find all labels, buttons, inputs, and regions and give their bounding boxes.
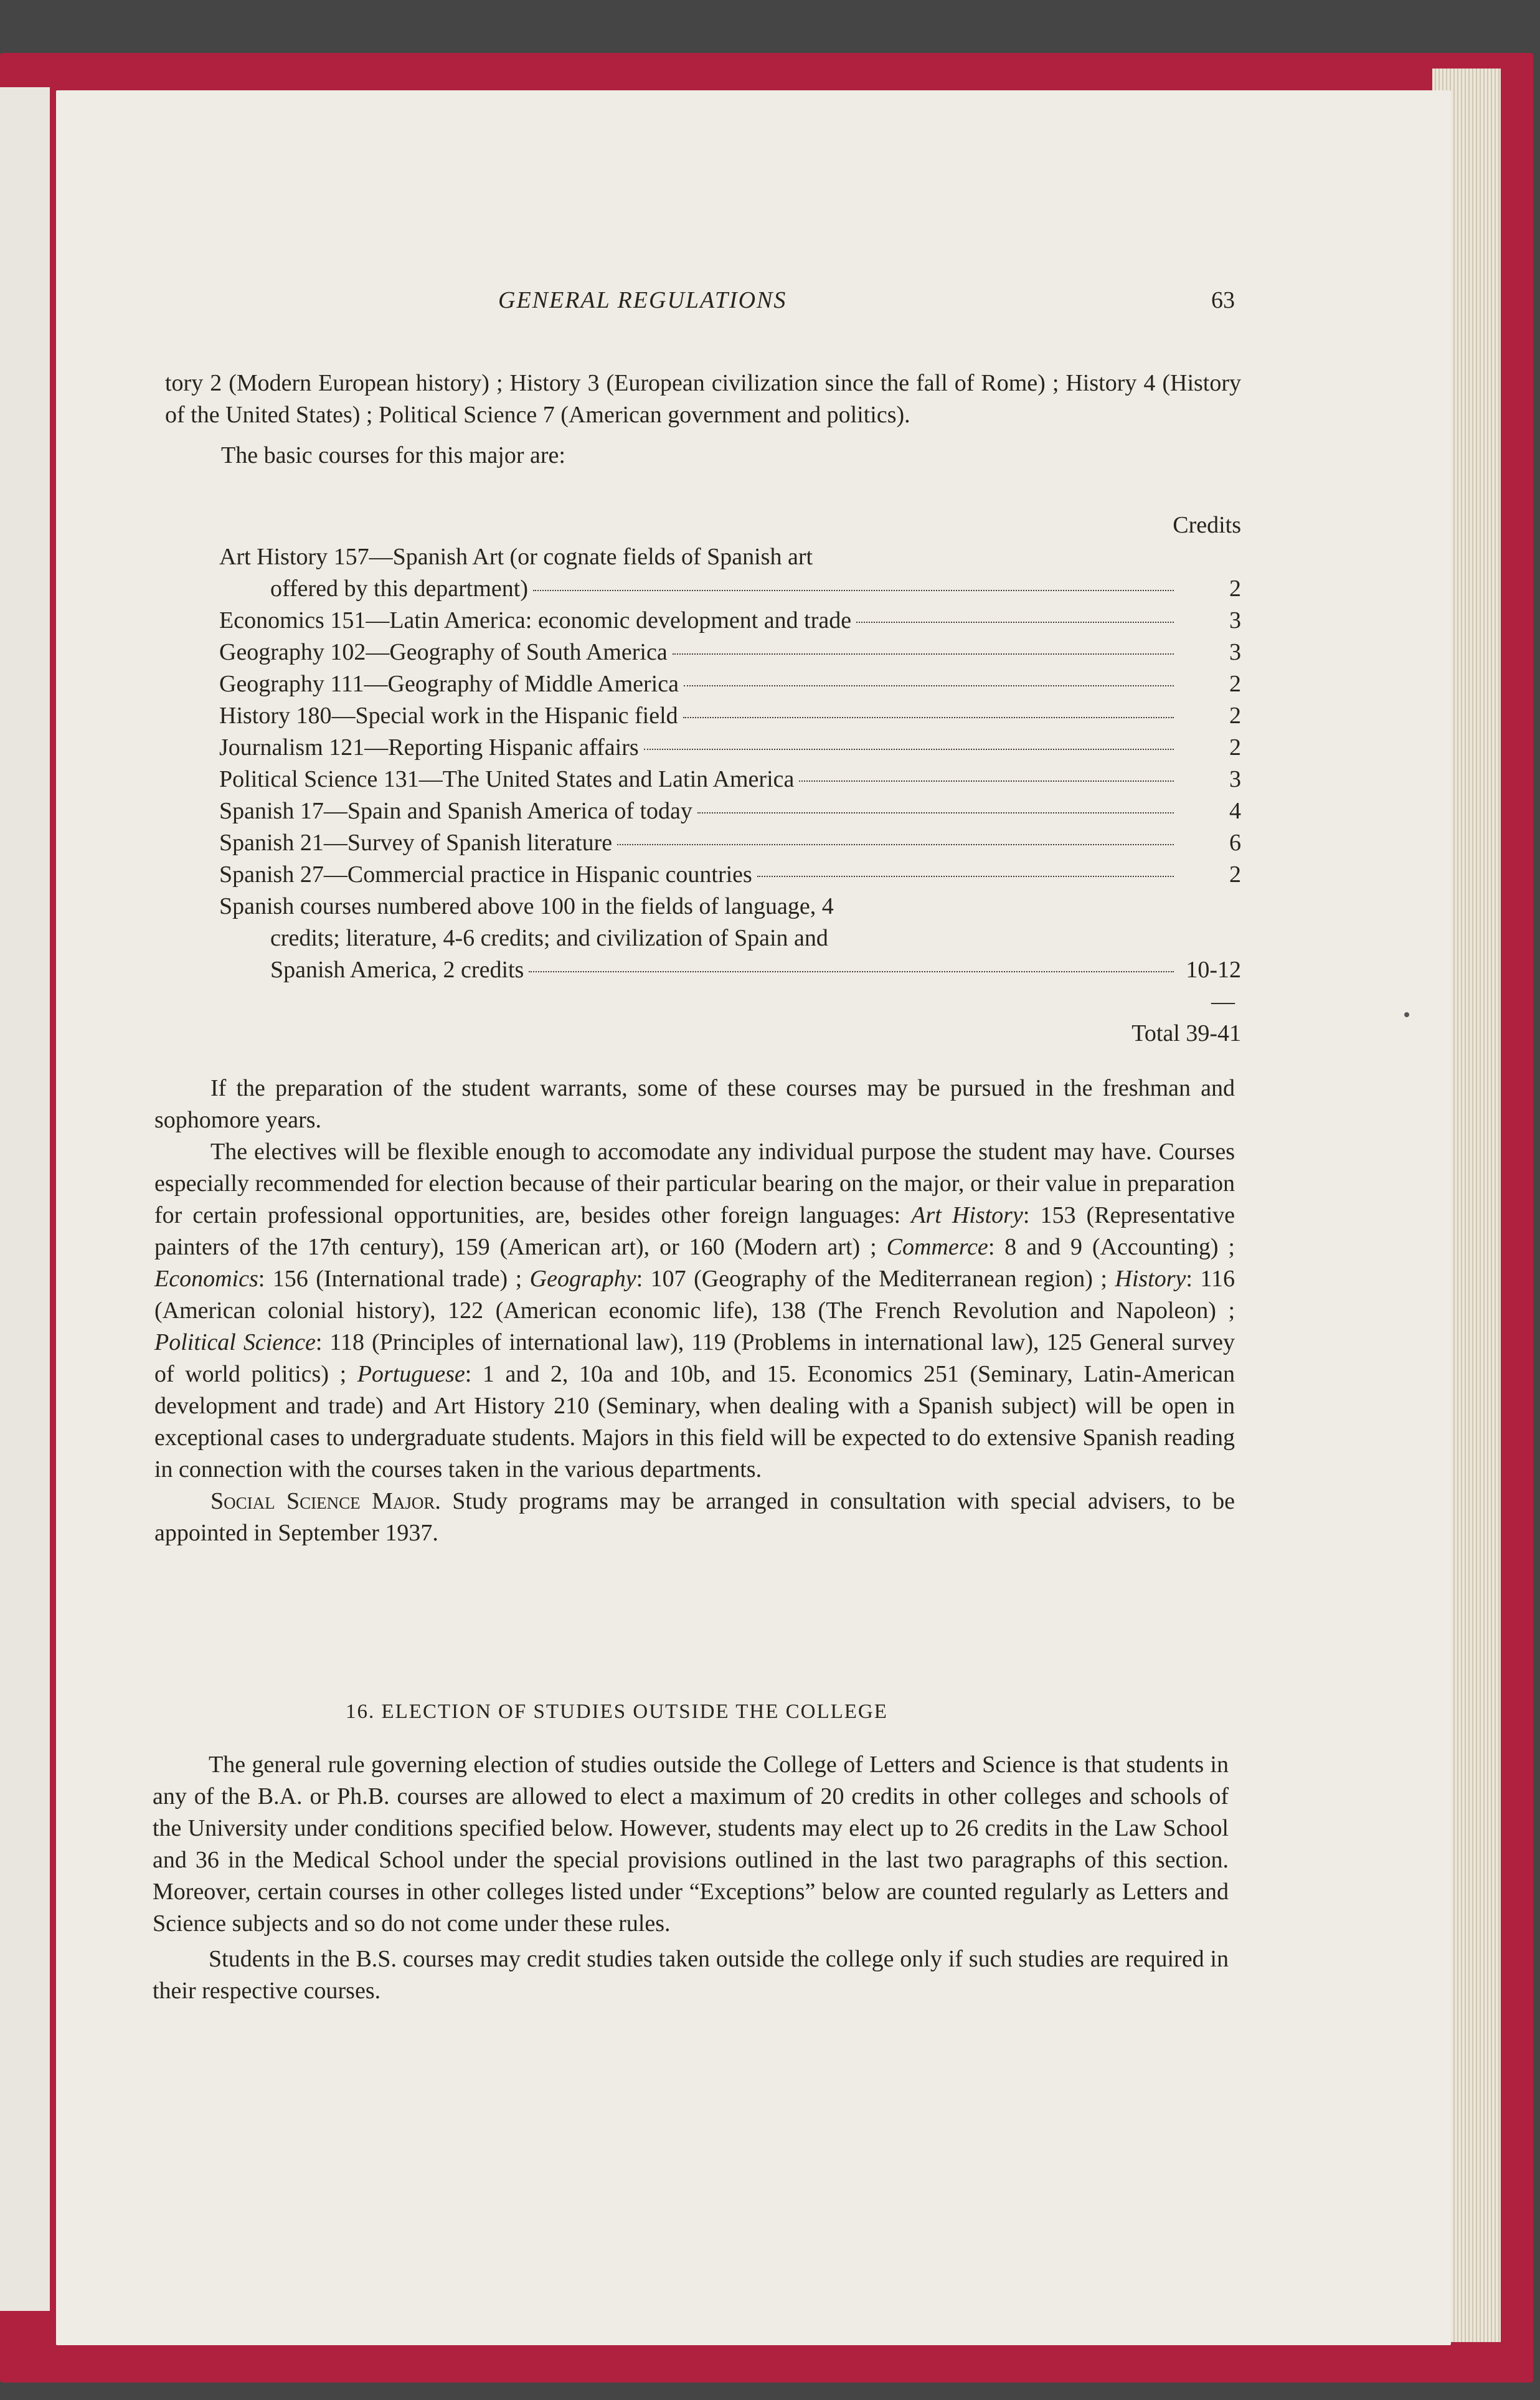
course-label: History 180—Special work in the Hispanic field — [219, 703, 678, 729]
art-history-text: : 153 (Representative painters of the 17th century), 159 (American art), or 160 (Modern art) ; — [154, 1202, 1235, 1260]
section16-text — [153, 1749, 1229, 2007]
electives-paragraph — [154, 1136, 1235, 1486]
course-credits: 3 — [1229, 607, 1241, 633]
course-label: Spanish 17—Spain and Spanish America of today — [219, 798, 692, 824]
total-rule: — — [1211, 989, 1235, 1015]
page-number: 63 — [1211, 287, 1235, 313]
course-label: Spanish 21—Survey of Spanish literature — [219, 830, 613, 856]
commerce-text: : 8 and 9 (Accounting) ; — [988, 1234, 1235, 1260]
intro-continuation: tory 2 (Modern European history) ; History 3 (European civilization since the fall of Rome) ; History 4 (History of the United States) ; Political Science 7 (American government and politics). — [165, 370, 1241, 428]
course-credits: 3 — [1229, 766, 1241, 792]
course-credits: 10-12 — [1186, 957, 1241, 983]
course-label: offered by this department) — [270, 576, 528, 602]
leader-dots — [684, 685, 1174, 686]
section-heading: 16. ELECTION OF STUDIES OUTSIDE THE COLLEGE — [346, 1700, 888, 1723]
electives-intro: The electives will be flexible enough to accomodate any individual purpose the student may have. Courses especially recommended for election because of their particular bearing on the major, or their value in preparation for certain professional opportunities, are, besides other foreign languages: — [154, 1139, 1235, 1228]
leader-dots — [644, 749, 1174, 750]
course-credits: 3 — [1229, 639, 1241, 665]
economics-text: : 156 (International trade) ; — [258, 1266, 522, 1292]
course-label: Spanish America, 2 credits — [270, 957, 524, 983]
political-science-label: Political Science — [154, 1329, 316, 1355]
course-table — [219, 510, 1241, 1050]
leader-dots — [757, 876, 1174, 877]
table-row — [219, 764, 1241, 795]
total-label: Total — [1131, 1020, 1180, 1046]
leader-dots — [533, 590, 1174, 591]
left-page-edge — [0, 87, 50, 2311]
basic-courses-intro: The basic courses for this major are: — [221, 442, 565, 468]
leader-dots — [529, 971, 1174, 972]
course-line: credits; literature, 4-6 credits; and civilization of Spain and — [270, 925, 828, 951]
leader-dots — [697, 812, 1174, 813]
table-row — [219, 827, 1241, 859]
table-row — [219, 859, 1241, 891]
commerce-label: Commerce — [886, 1234, 988, 1260]
leader-dots — [856, 622, 1174, 623]
portuguese-label: Portuguese — [357, 1361, 465, 1387]
table-row — [219, 732, 1241, 764]
course-label: Geography 102—Geography of South America — [219, 639, 668, 665]
geography-label: Geography — [529, 1266, 636, 1292]
history-label: History — [1115, 1266, 1186, 1292]
course-label: Geography 111—Geography of Middle America — [219, 671, 679, 697]
total-value: 39-41 — [1186, 1020, 1241, 1046]
course-line: Art History 157—Spanish Art (or cognate fields of Spanish art — [219, 544, 813, 570]
table-row — [219, 891, 1241, 986]
social-science-text: Study programs may be arranged in consultation with special advisers, to be appointed in September 1937. — [154, 1488, 1235, 1546]
leader-dots — [617, 844, 1174, 845]
table-row — [219, 700, 1241, 732]
course-credits: 2 — [1229, 703, 1241, 729]
course-label: Journalism 121—Reporting Hispanic affairs — [219, 734, 639, 761]
total-row — [219, 1018, 1241, 1050]
course-label: Economics 151—Latin America: economic development and trade — [219, 607, 852, 633]
leader-dots — [683, 717, 1174, 718]
social-science-paragraph — [154, 1486, 1235, 1549]
table-row — [219, 541, 1241, 605]
course-credits: 4 — [1229, 798, 1241, 824]
course-label: Political Science 131—The United States and Latin America — [219, 766, 795, 792]
margin-mark — [1404, 1012, 1409, 1017]
course-credits: 6 — [1229, 830, 1241, 856]
intro-block — [165, 368, 1241, 472]
course-line: Spanish courses numbered above 100 in the fields of language, 4 — [219, 893, 834, 919]
table-row — [219, 795, 1241, 827]
course-credits: 2 — [1229, 861, 1241, 888]
economics-label: Economics — [154, 1266, 258, 1292]
geography-text: : 107 (Geography of the Mediterranean region) ; — [636, 1266, 1107, 1292]
leader-dots — [799, 780, 1174, 782]
table-row — [219, 668, 1241, 700]
portuguese-text: : 1 and 2, 10a and 10b, and 15. Economics 251 (Seminary, Latin-American development and trade) and Art History 210 (Seminary, when dealing with a Spanish subject) will be open in exceptional cases to undergraduate students. Majors in this field will be expected to do extensive Spanish reading in connection with the courses taken in the various departments. — [154, 1361, 1235, 1482]
course-credits: 2 — [1229, 671, 1241, 697]
course-credits: 2 — [1229, 576, 1241, 602]
history-text: : 116 (American colonial history), 122 (American economic life), 138 (The French Revolution and Napoleon) ; — [154, 1266, 1235, 1324]
art-history-label: Art History — [911, 1202, 1023, 1228]
preparation-paragraph: If the preparation of the student warrants, some of these courses may be pursued in the freshman and sophomore years. — [154, 1075, 1235, 1133]
course-label: Spanish 27—Commercial practice in Hispanic countries — [219, 861, 752, 888]
credits-column-header: Credits — [1173, 512, 1241, 538]
section16-paragraph-1: The general rule governing election of studies outside the College of Letters and Science is that students in any of the B.A. or Ph.B. courses are allowed to elect a maximum of 20 credits in other colleges and schools of the University under conditions specified below. However, students may elect up to 26 credits in the Law School and 36 in the Medical School under the special provisions outlined in the last two paragraphs of this section. Moreover, certain courses in other colleges listed under “Exceptions” below are counted regularly as Letters and Science subjects and so do not come under these rules. — [153, 1752, 1229, 1937]
table-row — [219, 637, 1241, 668]
section16-paragraph-2: Students in the B.S. courses may credit studies taken outside the college only if such studies are required in their respective courses. — [153, 1946, 1229, 2004]
leader-dots — [673, 653, 1174, 655]
course-credits: 2 — [1229, 734, 1241, 761]
social-science-label: Social Science Major. — [210, 1488, 441, 1514]
political-science-text: : 118 (Principles of international law), 119 (Problems in international law), 125 General survey of world politics) ; — [154, 1329, 1235, 1387]
table-row — [219, 605, 1241, 637]
body-text — [154, 1073, 1235, 1549]
running-title: GENERAL REGULATIONS — [498, 287, 787, 313]
